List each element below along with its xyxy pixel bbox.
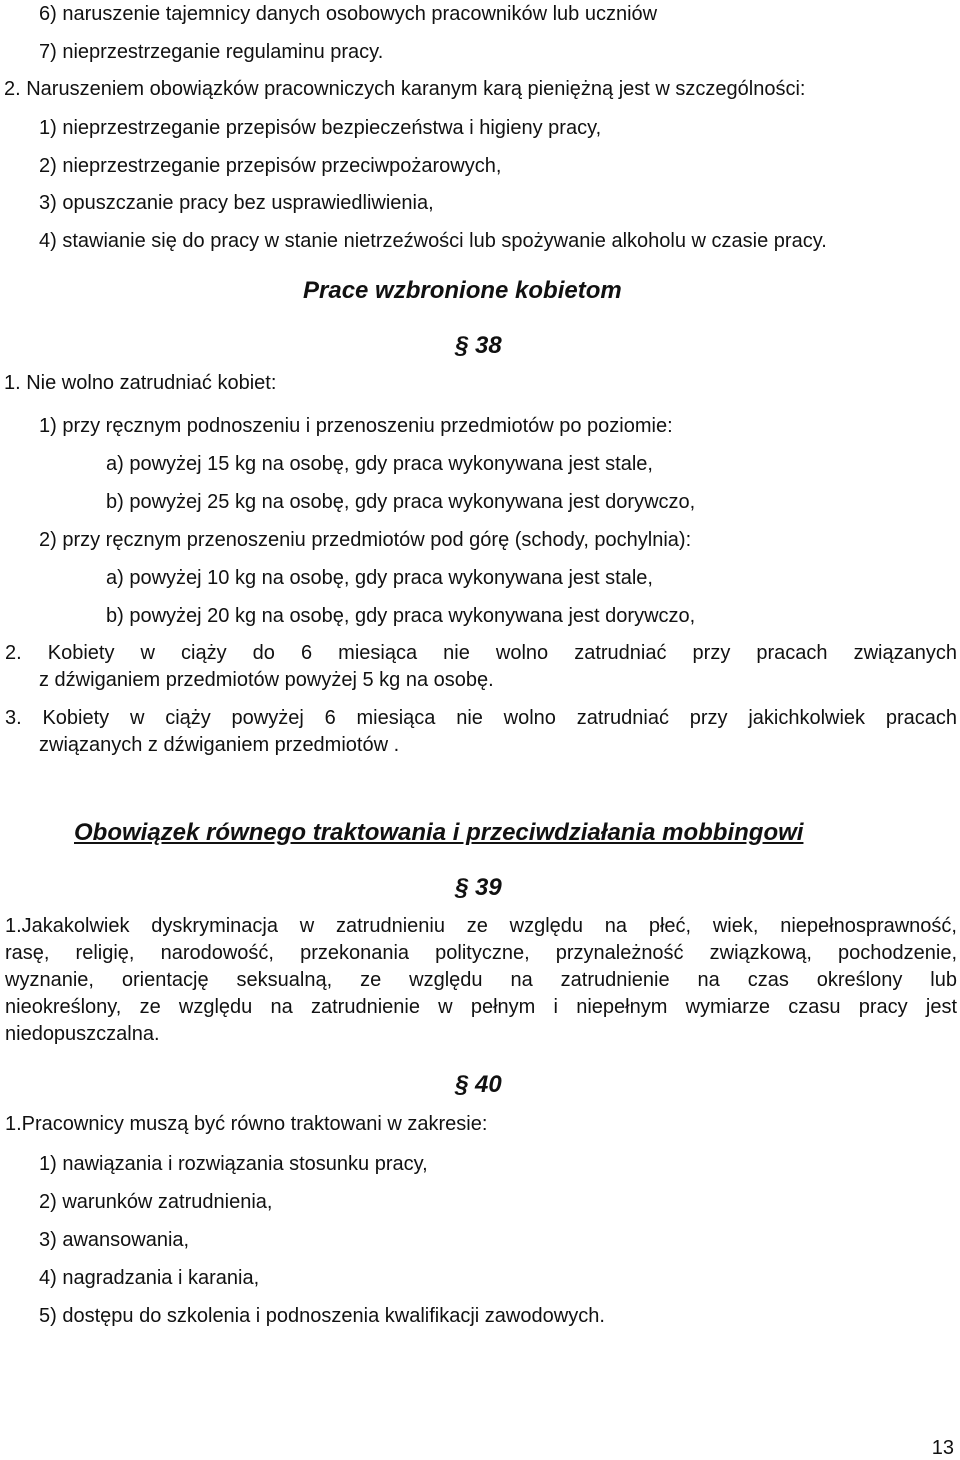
list-item: 3) opuszczanie pracy bez usprawiedliwienia, [39, 192, 434, 214]
sub-list-item: a) powyżej 15 kg na osobę, gdy praca wykonywana jest stale, [106, 453, 653, 475]
paragraph-line: 2. Kobiety w ciąży do 6 miesiąca nie wolno zatrudniać przy pracach związanych [5, 642, 957, 664]
list-item: 3) awansowania, [39, 1229, 190, 1251]
list-item: 1) nieprzestrzeganie przepisów bezpieczeństwa i higieny pracy, [39, 117, 602, 139]
list-item: 4) nagradzania i karania, [39, 1267, 260, 1289]
sub-list-item: a) powyżej 10 kg na osobę, gdy praca wykonywana jest stale, [106, 567, 653, 589]
paragraph-line: 3. Kobiety w ciąży powyżej 6 miesiąca nie wolno zatrudniać przy jakichkolwiek pracach [5, 707, 957, 729]
list-item: 1) przy ręcznym podnoszeniu i przenoszeniu przedmiotów po poziomie: [39, 415, 673, 437]
paragraph-line: z dźwiganiem przedmiotów powyżej 5 kg na osobę. [39, 669, 494, 691]
page-number: 13 [931, 1437, 954, 1459]
list-item: 2) warunków zatrudnienia, [39, 1191, 273, 1213]
paragraph-number: § 39 [455, 874, 502, 901]
sub-list-item: b) powyżej 25 kg na osobę, gdy praca wykonywana jest dorywczo, [106, 491, 696, 513]
section-title: Prace wzbronione kobietom [303, 277, 622, 304]
paragraph-intro: 1. Nie wolno zatrudniać kobiet: [4, 372, 277, 394]
sub-list-item: b) powyżej 20 kg na osobę, gdy praca wykonywana jest dorywczo, [106, 605, 696, 627]
paragraph-line: niedopuszczalna. [5, 1023, 160, 1045]
paragraph-line: rasę, religię, narodowość, przekonania polityczne, przynależność związkową, pochodzenie, [5, 942, 957, 964]
section-title: Obowiązek równego traktowania i przeciwdziałania mobbingowi [74, 819, 804, 846]
paragraph-line: wyznanie, orientację seksualną, ze względu na zatrudnienie na czas określony lub [5, 969, 957, 991]
paragraph-intro: 1.Pracownicy muszą być równo traktowani w zakresie: [5, 1113, 488, 1135]
list-item: 7) nieprzestrzeganie regulaminu pracy. [39, 41, 384, 63]
list-item: 4) stawianie się do pracy w stanie nietrzeźwości lub spożywanie alkoholu w czasie pracy. [39, 230, 827, 252]
list-item: 2) przy ręcznym przenoszeniu przedmiotów pod górę (schody, pochylnia): [39, 529, 692, 551]
list-item: 6) naruszenie tajemnicy danych osobowych pracowników lub uczniów [39, 3, 658, 25]
list-item: 5) dostępu do szkolenia i podnoszenia kwalifikacji zawodowych. [39, 1305, 605, 1327]
paragraph-line: 1.Jakakolwiek dyskryminacja w zatrudnieniu ze względu na płeć, wiek, niepełnosprawność, [5, 915, 957, 937]
paragraph-line: nieokreślony, ze względu na zatrudnienie w pełnym i niepełnym wymiarze czasu pracy jest [5, 996, 957, 1018]
paragraph-line: związanych z dźwiganiem przedmiotów . [39, 734, 400, 756]
list-item: 2) nieprzestrzeganie przepisów przeciwpożarowych, [39, 155, 502, 177]
paragraph-intro: 2. Naruszeniem obowiązków pracowniczych karanym karą pieniężną jest w szczególności: [4, 78, 806, 100]
paragraph-number: § 38 [455, 332, 502, 359]
paragraph-number: § 40 [455, 1071, 502, 1098]
list-item: 1) nawiązania i rozwiązania stosunku pracy, [39, 1153, 428, 1175]
